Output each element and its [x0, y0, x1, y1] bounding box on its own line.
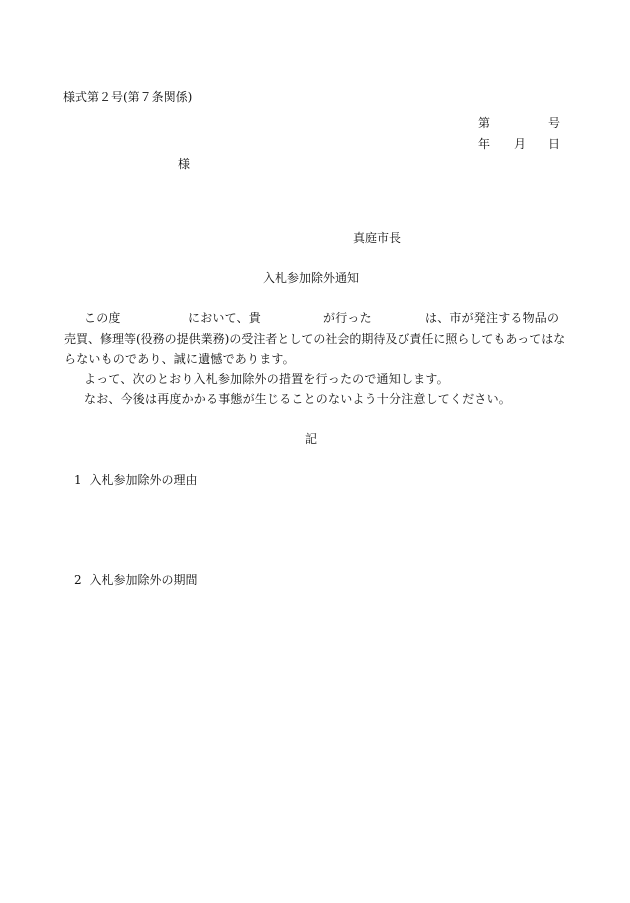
item-1 [74, 474, 197, 486]
recipient-suffix: 様 [178, 157, 191, 171]
body-paragraph-3: なお、今後は再度かかる事態が生じることのないよう十分注意してください。 [84, 392, 512, 406]
body-line-1-part-3: が行った [323, 311, 372, 325]
item-1-label: 入札参加除外の理由 [89, 473, 198, 487]
date-month: 月 [514, 137, 527, 151]
item-2-number: 2 [74, 573, 82, 587]
body-line-3: らないものであり、誠に遺憾であります。 [64, 352, 295, 366]
item-2 [74, 574, 197, 586]
item-1-number: 1 [74, 473, 82, 487]
issuer-name: 真庭市長 [353, 231, 402, 245]
date-year: 年 [478, 137, 491, 151]
document-title: 入札参加除外通知 [263, 271, 360, 285]
date-day: 日 [548, 137, 561, 151]
item-2-label: 入札参加除外の期間 [89, 573, 198, 587]
form-label: 様式第２号(第７条関係) [63, 90, 193, 104]
ref-number-dai: 第 [478, 116, 491, 130]
body-paragraph-2: よって、次のとおり入札参加除外の措置を行ったので通知します。 [84, 372, 449, 386]
body-line-1-part-1: この度 [84, 311, 121, 325]
body-line-1-part-4: は、市が発注する物品の [425, 311, 560, 325]
body-line-1-part-2: において、貴 [188, 311, 261, 325]
ref-number-go: 号 [548, 116, 561, 130]
ki-heading: 記 [305, 432, 318, 446]
body-line-2: 売買、修理等(役務の提供業務)の受注者としての社会的期待及び責任に照らしてもあってはな [64, 332, 566, 346]
